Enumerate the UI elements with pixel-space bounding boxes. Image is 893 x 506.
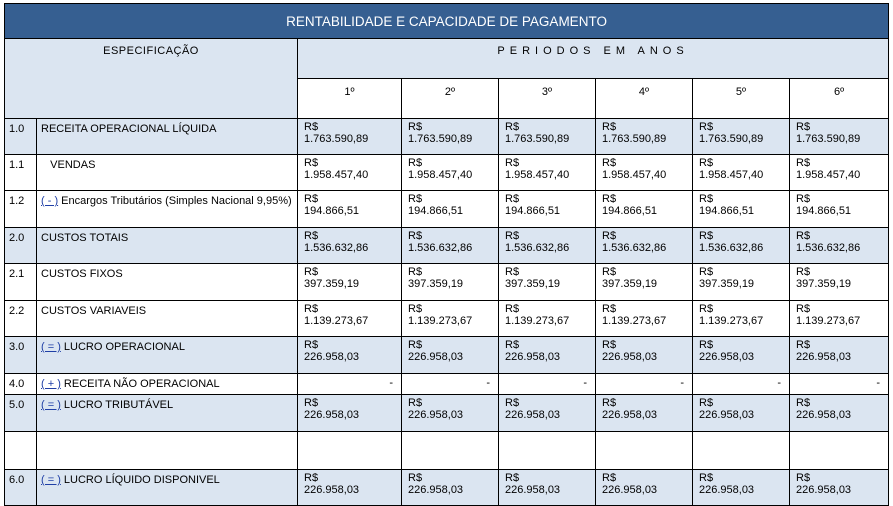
value-cell-year-3	[499, 470, 596, 506]
value-cell-year-5	[693, 155, 790, 191]
currency-symbol: R$	[602, 303, 617, 315]
row-number: 4.0	[5, 374, 37, 395]
amount: 1.958.457,40	[796, 169, 861, 181]
row-description	[37, 395, 298, 432]
currency-symbol: R$	[408, 397, 423, 409]
value-cell-year-3	[499, 228, 596, 264]
currency-symbol: R$	[304, 121, 319, 133]
row-description	[37, 432, 298, 470]
table-row	[5, 264, 889, 301]
periods-header: PERIODOS EM ANOS	[298, 39, 889, 79]
value-cell-year-1	[298, 264, 402, 301]
amount: 1.958.457,40	[602, 169, 667, 181]
amount: 397.359,19	[505, 278, 561, 290]
currency-symbol: R$	[602, 266, 617, 278]
value-cell-year-5	[693, 337, 790, 374]
row-number: 3.0	[5, 337, 37, 374]
value-cell-year-3	[499, 337, 596, 374]
value-cell-year-1	[298, 301, 402, 337]
value-cell-year-1	[298, 470, 402, 506]
row-number: 6.0	[5, 470, 37, 506]
currency-symbol: R$	[304, 157, 319, 169]
currency-symbol: R$	[505, 339, 520, 351]
value-cell-year-2	[402, 301, 499, 337]
value-cell-year-2: -	[402, 374, 499, 395]
row-number: 1.2	[5, 191, 37, 228]
value-cell-year-3	[499, 119, 596, 155]
table-row	[5, 301, 889, 337]
operator-sign: ( = )	[41, 399, 61, 411]
amount: 226.958,03	[408, 484, 464, 496]
profitability-table	[4, 3, 889, 506]
currency-symbol: R$	[602, 121, 617, 133]
value-cell-year-5	[693, 470, 790, 506]
year-4-header: 4º	[596, 79, 693, 119]
row-label: VENDAS	[41, 159, 96, 171]
currency-symbol: R$	[505, 266, 520, 278]
value-cell-year-6	[790, 191, 889, 228]
value-cell-year-2	[402, 395, 499, 432]
value-cell-year-6	[790, 395, 889, 432]
amount: 397.359,19	[699, 278, 755, 290]
table-row	[5, 155, 889, 191]
value-cell-year-5	[693, 228, 790, 264]
currency-symbol: R$	[408, 339, 423, 351]
row-description	[37, 301, 298, 337]
value-cell-year-1	[298, 155, 402, 191]
amount: 226.958,03	[505, 409, 561, 421]
currency-symbol: R$	[408, 230, 423, 242]
operator-sign: ( = )	[41, 341, 61, 353]
currency-symbol: R$	[796, 472, 811, 484]
amount: 226.958,03	[304, 409, 360, 421]
amount: 194.866,51	[699, 205, 755, 217]
value-cell-year-3	[499, 395, 596, 432]
value-cell-year-1	[298, 119, 402, 155]
amount: 1.139.273,67	[408, 315, 473, 327]
value-cell-year-4: -	[596, 374, 693, 395]
amount: 1.536.632,86	[796, 242, 861, 254]
amount: 1.763.590,89	[304, 133, 369, 145]
table-row	[5, 337, 889, 374]
currency-symbol: R$	[602, 397, 617, 409]
value-cell-year-3	[499, 432, 596, 470]
amount: 1.763.590,89	[408, 133, 473, 145]
value-cell-year-4	[596, 264, 693, 301]
value-cell-year-4	[596, 470, 693, 506]
currency-symbol: R$	[699, 121, 714, 133]
value-cell-year-6	[790, 228, 889, 264]
amount: 1.139.273,67	[796, 315, 861, 327]
amount: 226.958,03	[602, 484, 658, 496]
amount: 1.536.632,86	[602, 242, 667, 254]
amount: 1.763.590,89	[796, 133, 861, 145]
currency-symbol: R$	[699, 303, 714, 315]
amount: 194.866,51	[796, 205, 852, 217]
table-row	[5, 470, 889, 506]
amount: 1.536.632,86	[408, 242, 473, 254]
amount: 226.958,03	[408, 409, 464, 421]
currency-symbol: R$	[505, 121, 520, 133]
value-cell-year-2	[402, 191, 499, 228]
year-5-header: 5º	[693, 79, 790, 119]
currency-symbol: R$	[505, 472, 520, 484]
amount: 1.536.632,86	[699, 242, 764, 254]
row-label: LUCRO LÍQUIDO DISPONIVEL	[60, 474, 220, 486]
currency-symbol: R$	[505, 193, 520, 205]
currency-symbol: R$	[796, 266, 811, 278]
amount: 1.763.590,89	[505, 133, 570, 145]
amount: 397.359,19	[796, 278, 852, 290]
value-cell-year-4	[596, 119, 693, 155]
year-1-header: 1º	[298, 79, 402, 119]
currency-symbol: R$	[304, 266, 319, 278]
row-number: 2.0	[5, 228, 37, 264]
value-cell-year-1	[298, 191, 402, 228]
row-number: 2.1	[5, 264, 37, 301]
row-number: 1.1	[5, 155, 37, 191]
value-cell-year-5	[693, 191, 790, 228]
row-label: LUCRO OPERACIONAL	[60, 341, 185, 353]
currency-symbol: R$	[699, 230, 714, 242]
value-cell-year-1: -	[298, 374, 402, 395]
currency-symbol: R$	[602, 230, 617, 242]
table-row	[5, 395, 889, 432]
currency-symbol: R$	[699, 397, 714, 409]
amount: 226.958,03	[505, 351, 561, 363]
currency-symbol: R$	[408, 193, 423, 205]
row-description	[37, 470, 298, 506]
amount: 1.139.273,67	[699, 315, 764, 327]
currency-symbol: R$	[408, 472, 423, 484]
amount: 194.866,51	[304, 205, 360, 217]
year-3-header: 3º	[499, 79, 596, 119]
row-label: CUSTOS TOTAIS	[41, 232, 129, 244]
currency-symbol: R$	[505, 230, 520, 242]
value-cell-year-2	[402, 119, 499, 155]
amount: 226.958,03	[699, 351, 755, 363]
currency-symbol: R$	[505, 157, 520, 169]
row-label: RECEITA OPERACIONAL LÍQUIDA	[41, 123, 217, 135]
currency-symbol: R$	[796, 230, 811, 242]
specification-header: ESPECIFICAÇÃO	[5, 39, 298, 119]
amount: 1.763.590,89	[699, 133, 764, 145]
amount: 226.958,03	[796, 351, 852, 363]
currency-symbol: R$	[304, 339, 319, 351]
amount: 1.536.632,86	[505, 242, 570, 254]
currency-symbol: R$	[408, 121, 423, 133]
value-cell-year-5: -	[693, 374, 790, 395]
amount: 397.359,19	[602, 278, 658, 290]
value-cell-year-6: -	[790, 374, 889, 395]
row-description	[37, 191, 298, 228]
currency-symbol: R$	[699, 472, 714, 484]
currency-symbol: R$	[304, 397, 319, 409]
table-row	[5, 374, 889, 395]
year-6-header: 6º	[790, 79, 889, 119]
row-description	[37, 337, 298, 374]
currency-symbol: R$	[796, 339, 811, 351]
row-label: Encargos Tributários (Simples Nacional 9,95%)	[58, 195, 292, 207]
row-number	[5, 432, 37, 470]
amount: 1.139.273,67	[505, 315, 570, 327]
value-cell-year-6	[790, 470, 889, 506]
value-cell-year-5	[693, 264, 790, 301]
value-cell-year-6	[790, 119, 889, 155]
value-cell-year-3	[499, 264, 596, 301]
value-cell-year-1	[298, 228, 402, 264]
operator-sign: ( + )	[41, 378, 61, 390]
value-cell-year-3	[499, 155, 596, 191]
amount: 226.958,03	[699, 409, 755, 421]
amount: 194.866,51	[505, 205, 561, 217]
value-cell-year-2	[402, 432, 499, 470]
currency-symbol: R$	[304, 472, 319, 484]
table-row	[5, 228, 889, 264]
row-description	[37, 264, 298, 301]
operator-sign: ( - )	[41, 195, 59, 207]
currency-symbol: R$	[505, 397, 520, 409]
currency-symbol: R$	[699, 266, 714, 278]
value-cell-year-2	[402, 337, 499, 374]
value-cell-year-1	[298, 432, 402, 470]
currency-symbol: R$	[602, 339, 617, 351]
row-label: CUSTOS VARIAVEIS	[41, 305, 147, 317]
currency-symbol: R$	[505, 303, 520, 315]
value-cell-year-6	[790, 301, 889, 337]
amount: 397.359,19	[304, 278, 360, 290]
row-description	[37, 228, 298, 264]
amount: 397.359,19	[408, 278, 464, 290]
currency-symbol: R$	[699, 339, 714, 351]
currency-symbol: R$	[699, 193, 714, 205]
amount: 1.536.632,86	[304, 242, 369, 254]
amount: 226.958,03	[304, 351, 360, 363]
amount: 1.139.273,67	[304, 315, 369, 327]
row-number: 5.0	[5, 395, 37, 432]
value-cell-year-3	[499, 191, 596, 228]
amount: 226.958,03	[505, 484, 561, 496]
amount: 226.958,03	[602, 409, 658, 421]
value-cell-year-5	[693, 432, 790, 470]
value-cell-year-4	[596, 337, 693, 374]
currency-symbol: R$	[408, 157, 423, 169]
row-label: CUSTOS FIXOS	[41, 268, 123, 280]
row-label: RECEITA NÃO OPERACIONAL	[60, 378, 220, 390]
amount: 1.958.457,40	[699, 169, 764, 181]
value-cell-year-6	[790, 264, 889, 301]
currency-symbol: R$	[796, 303, 811, 315]
value-cell-year-4	[596, 301, 693, 337]
value-cell-year-3	[499, 301, 596, 337]
amount: 226.958,03	[796, 484, 852, 496]
row-number: 1.0	[5, 119, 37, 155]
currency-symbol: R$	[602, 193, 617, 205]
value-cell-year-5	[693, 395, 790, 432]
value-cell-year-5	[693, 119, 790, 155]
table-row	[5, 191, 889, 228]
currency-symbol: R$	[304, 303, 319, 315]
value-cell-year-4	[596, 395, 693, 432]
value-cell-year-4	[596, 432, 693, 470]
currency-symbol: R$	[699, 157, 714, 169]
currency-symbol: R$	[796, 157, 811, 169]
amount: 1.958.457,40	[505, 169, 570, 181]
amount: 1.763.590,89	[602, 133, 667, 145]
value-cell-year-3: -	[499, 374, 596, 395]
row-description	[37, 155, 298, 191]
table-title: RENTABILIDADE E CAPACIDADE DE PAGAMENTO	[5, 4, 889, 39]
amount: 1.958.457,40	[304, 169, 369, 181]
amount: 1.958.457,40	[408, 169, 473, 181]
value-cell-year-2	[402, 155, 499, 191]
amount: 226.958,03	[408, 351, 464, 363]
value-cell-year-2	[402, 228, 499, 264]
value-cell-year-2	[402, 470, 499, 506]
value-cell-year-6	[790, 155, 889, 191]
value-cell-year-1	[298, 337, 402, 374]
currency-symbol: R$	[408, 303, 423, 315]
amount: 1.139.273,67	[602, 315, 667, 327]
currency-symbol: R$	[304, 193, 319, 205]
currency-symbol: R$	[602, 157, 617, 169]
amount: 226.958,03	[796, 409, 852, 421]
value-cell-year-6	[790, 432, 889, 470]
currency-symbol: R$	[796, 397, 811, 409]
amount: 226.958,03	[699, 484, 755, 496]
operator-sign: ( = )	[41, 474, 61, 486]
table-row	[5, 119, 889, 155]
amount: 226.958,03	[304, 484, 360, 496]
amount: 226.958,03	[602, 351, 658, 363]
currency-symbol: R$	[796, 121, 811, 133]
value-cell-year-4	[596, 228, 693, 264]
currency-symbol: R$	[408, 266, 423, 278]
year-2-header: 2º	[402, 79, 499, 119]
value-cell-year-2	[402, 264, 499, 301]
row-label: LUCRO TRIBUTÁVEL	[60, 399, 174, 411]
currency-symbol: R$	[602, 472, 617, 484]
value-cell-year-5	[693, 301, 790, 337]
amount: 194.866,51	[602, 205, 658, 217]
amount: 194.866,51	[408, 205, 464, 217]
currency-symbol: R$	[304, 230, 319, 242]
value-cell-year-4	[596, 191, 693, 228]
value-cell-year-4	[596, 155, 693, 191]
row-description	[37, 374, 298, 395]
table-row	[5, 432, 889, 470]
currency-symbol: R$	[796, 193, 811, 205]
value-cell-year-6	[790, 337, 889, 374]
row-number: 2.2	[5, 301, 37, 337]
row-description	[37, 119, 298, 155]
value-cell-year-1	[298, 395, 402, 432]
